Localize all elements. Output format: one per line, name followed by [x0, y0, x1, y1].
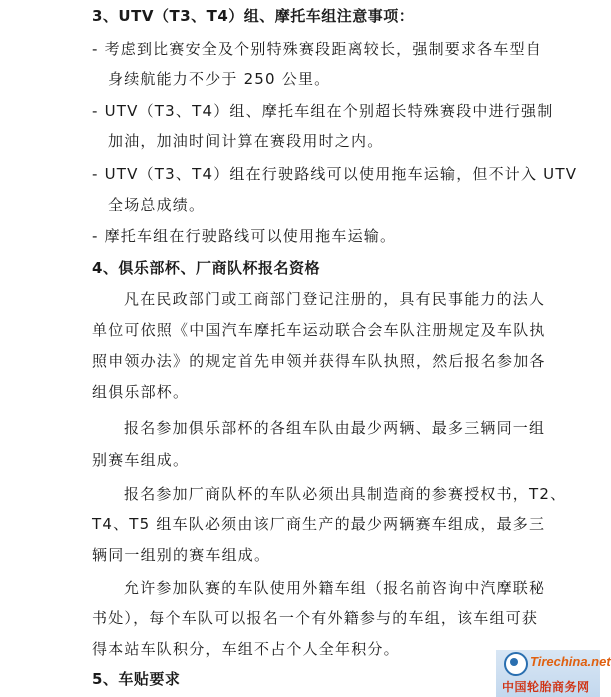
section-3-line-4: 加油，加油时间计算在赛段用时之内。 — [108, 132, 384, 150]
section-4-line-11: 书处），每个车队可以报名一个有外籍参与的车组，该车组可获 — [92, 609, 539, 627]
section-4-line-10: 允许参加队赛的车队使用外籍车组（报名前咨询中汽摩联秘 — [124, 579, 546, 597]
section-4-line-12: 得本站车队积分，车组不占个人全年积分。 — [92, 640, 400, 658]
section-4-line-6: 别赛车组成。 — [92, 451, 190, 469]
section-5-heading: 5、车贴要求 — [92, 670, 181, 688]
tire-logo-icon — [504, 652, 528, 676]
section-4-line-8: T4、T5 组车队必须由该厂商生产的最少两辆赛车组成，最多三 — [92, 515, 546, 533]
section-4-line-3: 照申领办法》的规定首先申领并获得车队执照，然后报名参加各 — [92, 352, 546, 370]
section-3-line-2: 身续航能力不少于 250 公里。 — [108, 70, 331, 88]
section-3-line-3: - UTV（T3、T4）组、摩托车组在个别超长特殊赛段中进行强制 — [92, 102, 554, 120]
section-4-line-1: 凡在民政部门或工商部门登记注册的，具有民事能力的法人 — [124, 290, 546, 308]
section-3-heading: 3、UTV（T3、T4）组、摩托车组注意事项： — [92, 7, 415, 25]
section-3-line-7: - 摩托车组在行驶路线可以使用拖车运输。 — [92, 227, 397, 245]
section-3-line-6: 全场总成绩。 — [108, 196, 206, 214]
watermark-english: Tirechina.net — [530, 654, 611, 669]
watermark — [496, 650, 611, 697]
watermark-chinese: 中国轮胎商务网 — [502, 680, 590, 694]
section-4-line-4: 组俱乐部杯。 — [92, 383, 190, 401]
section-4-line-7: 报名参加厂商队杯的车队必须出具制造商的参赛授权书，T2、 — [124, 485, 567, 503]
section-4-line-2: 单位可依照《中国汽车摩托车运动联合会车队注册规定及车队执 — [92, 321, 546, 339]
section-4-line-9: 辆同一组别的赛车组成。 — [92, 546, 271, 564]
section-3-line-1: - 考虑到比赛安全及个别特殊赛段距离较长，强制要求各车型自 — [92, 40, 542, 58]
section-4-heading: 4、俱乐部杯、厂商队杯报名资格 — [92, 259, 320, 277]
section-3-line-5: - UTV（T3、T4）组在行驶路线可以使用拖车运输，但不计入 UTV — [92, 165, 578, 183]
section-4-line-5: 报名参加俱乐部杯的各组车队由最少两辆、最多三辆同一组 — [124, 419, 546, 437]
